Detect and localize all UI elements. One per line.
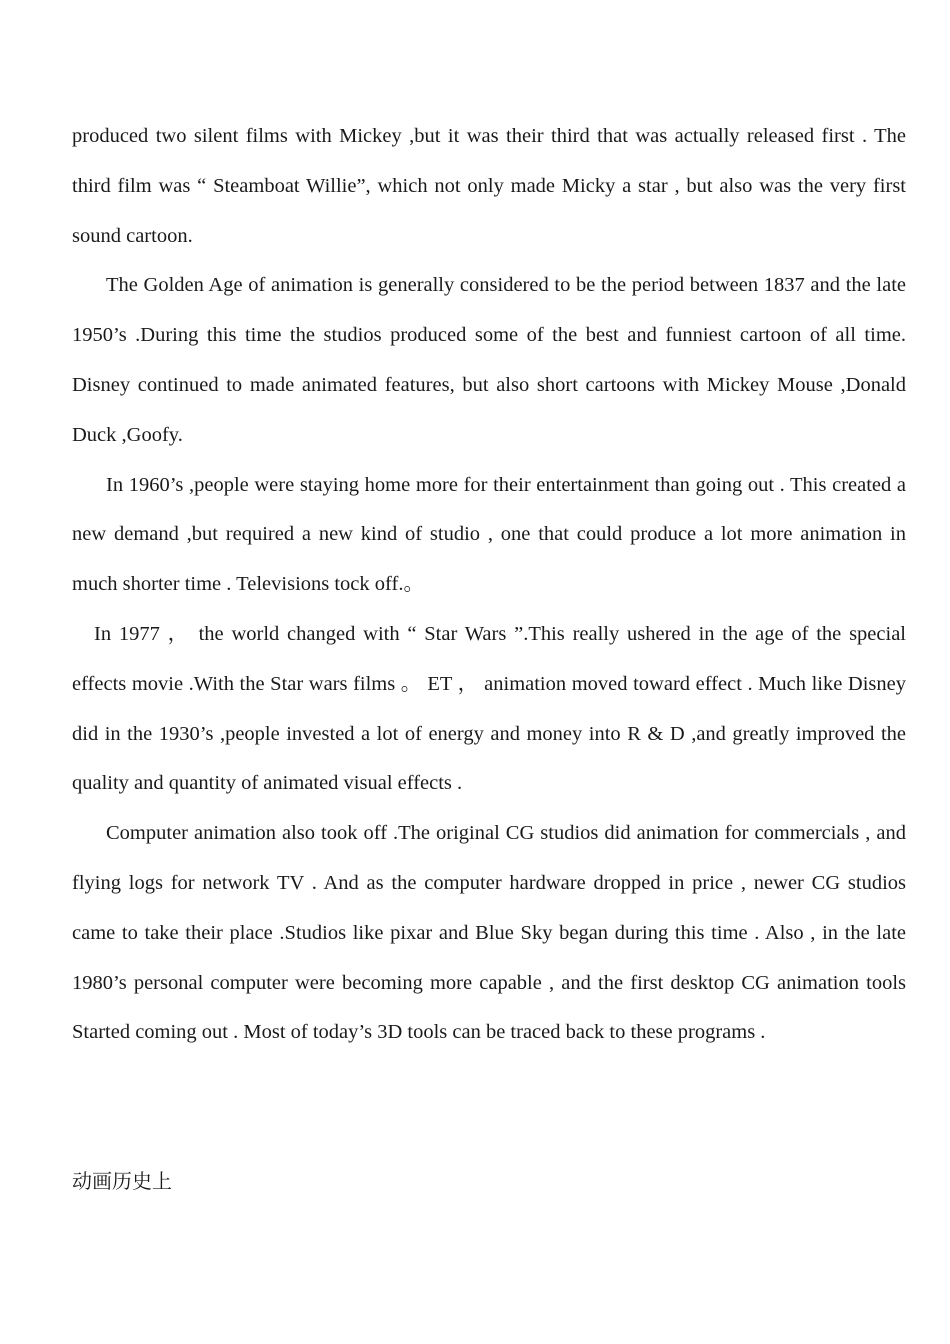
paragraph-1960s: In 1960’s ,people were staying home more for their entertainment than going out . This created a new demand ,but required a new kind of studio , one that could produce a lot more animation in much shorter time . Televisions tock off.。: [72, 473, 906, 596]
paragraph-golden-age: The Golden Age of animation is generally considered to be the period between 1837 and the late 1950’s .During this time the studios produced some of the best and funniest cartoon of all time. Disney continued to made animated features, but also short cartoons with Mickey Mouse ,Donald Duck ,Goofy.: [72, 274, 906, 446]
paragraph-computer-animation: Computer animation also took off .The original CG studios did animation for commercials , and flying logs for network TV . And as the computer hardware dropped in price , newer CG studios came to take their place .Studios like pixar and Blue Sky began during this time . Also , in the late 1980’s personal computer were becoming more capable , and the first desktop CG animation tools Started coming out . Most of today’s 3D tools can be traced back to these programs .: [72, 822, 906, 1044]
paragraph-1977-star-wars: In 1977 ， the world changed with “ Star Wars ”.This really ushered in the age of the special effects movie .With the Star wars films 。 ET ， animation moved toward effect . Much like Disney did in the 1930’s ,people invested a lot of energy and money into R & D ,and greatly improved the quality and quantity of animated visual effects .: [72, 622, 906, 795]
paragraph-mickey-films: produced two silent films with Mickey ,but it was their third that was actually released first . The third film was “ Steamboat Willie”, which not only made Micky a star , but also was the very first sound cartoon.: [72, 125, 906, 247]
section-heading: 动画历史上: [72, 1169, 172, 1193]
document-body: [72, 112, 906, 1058]
